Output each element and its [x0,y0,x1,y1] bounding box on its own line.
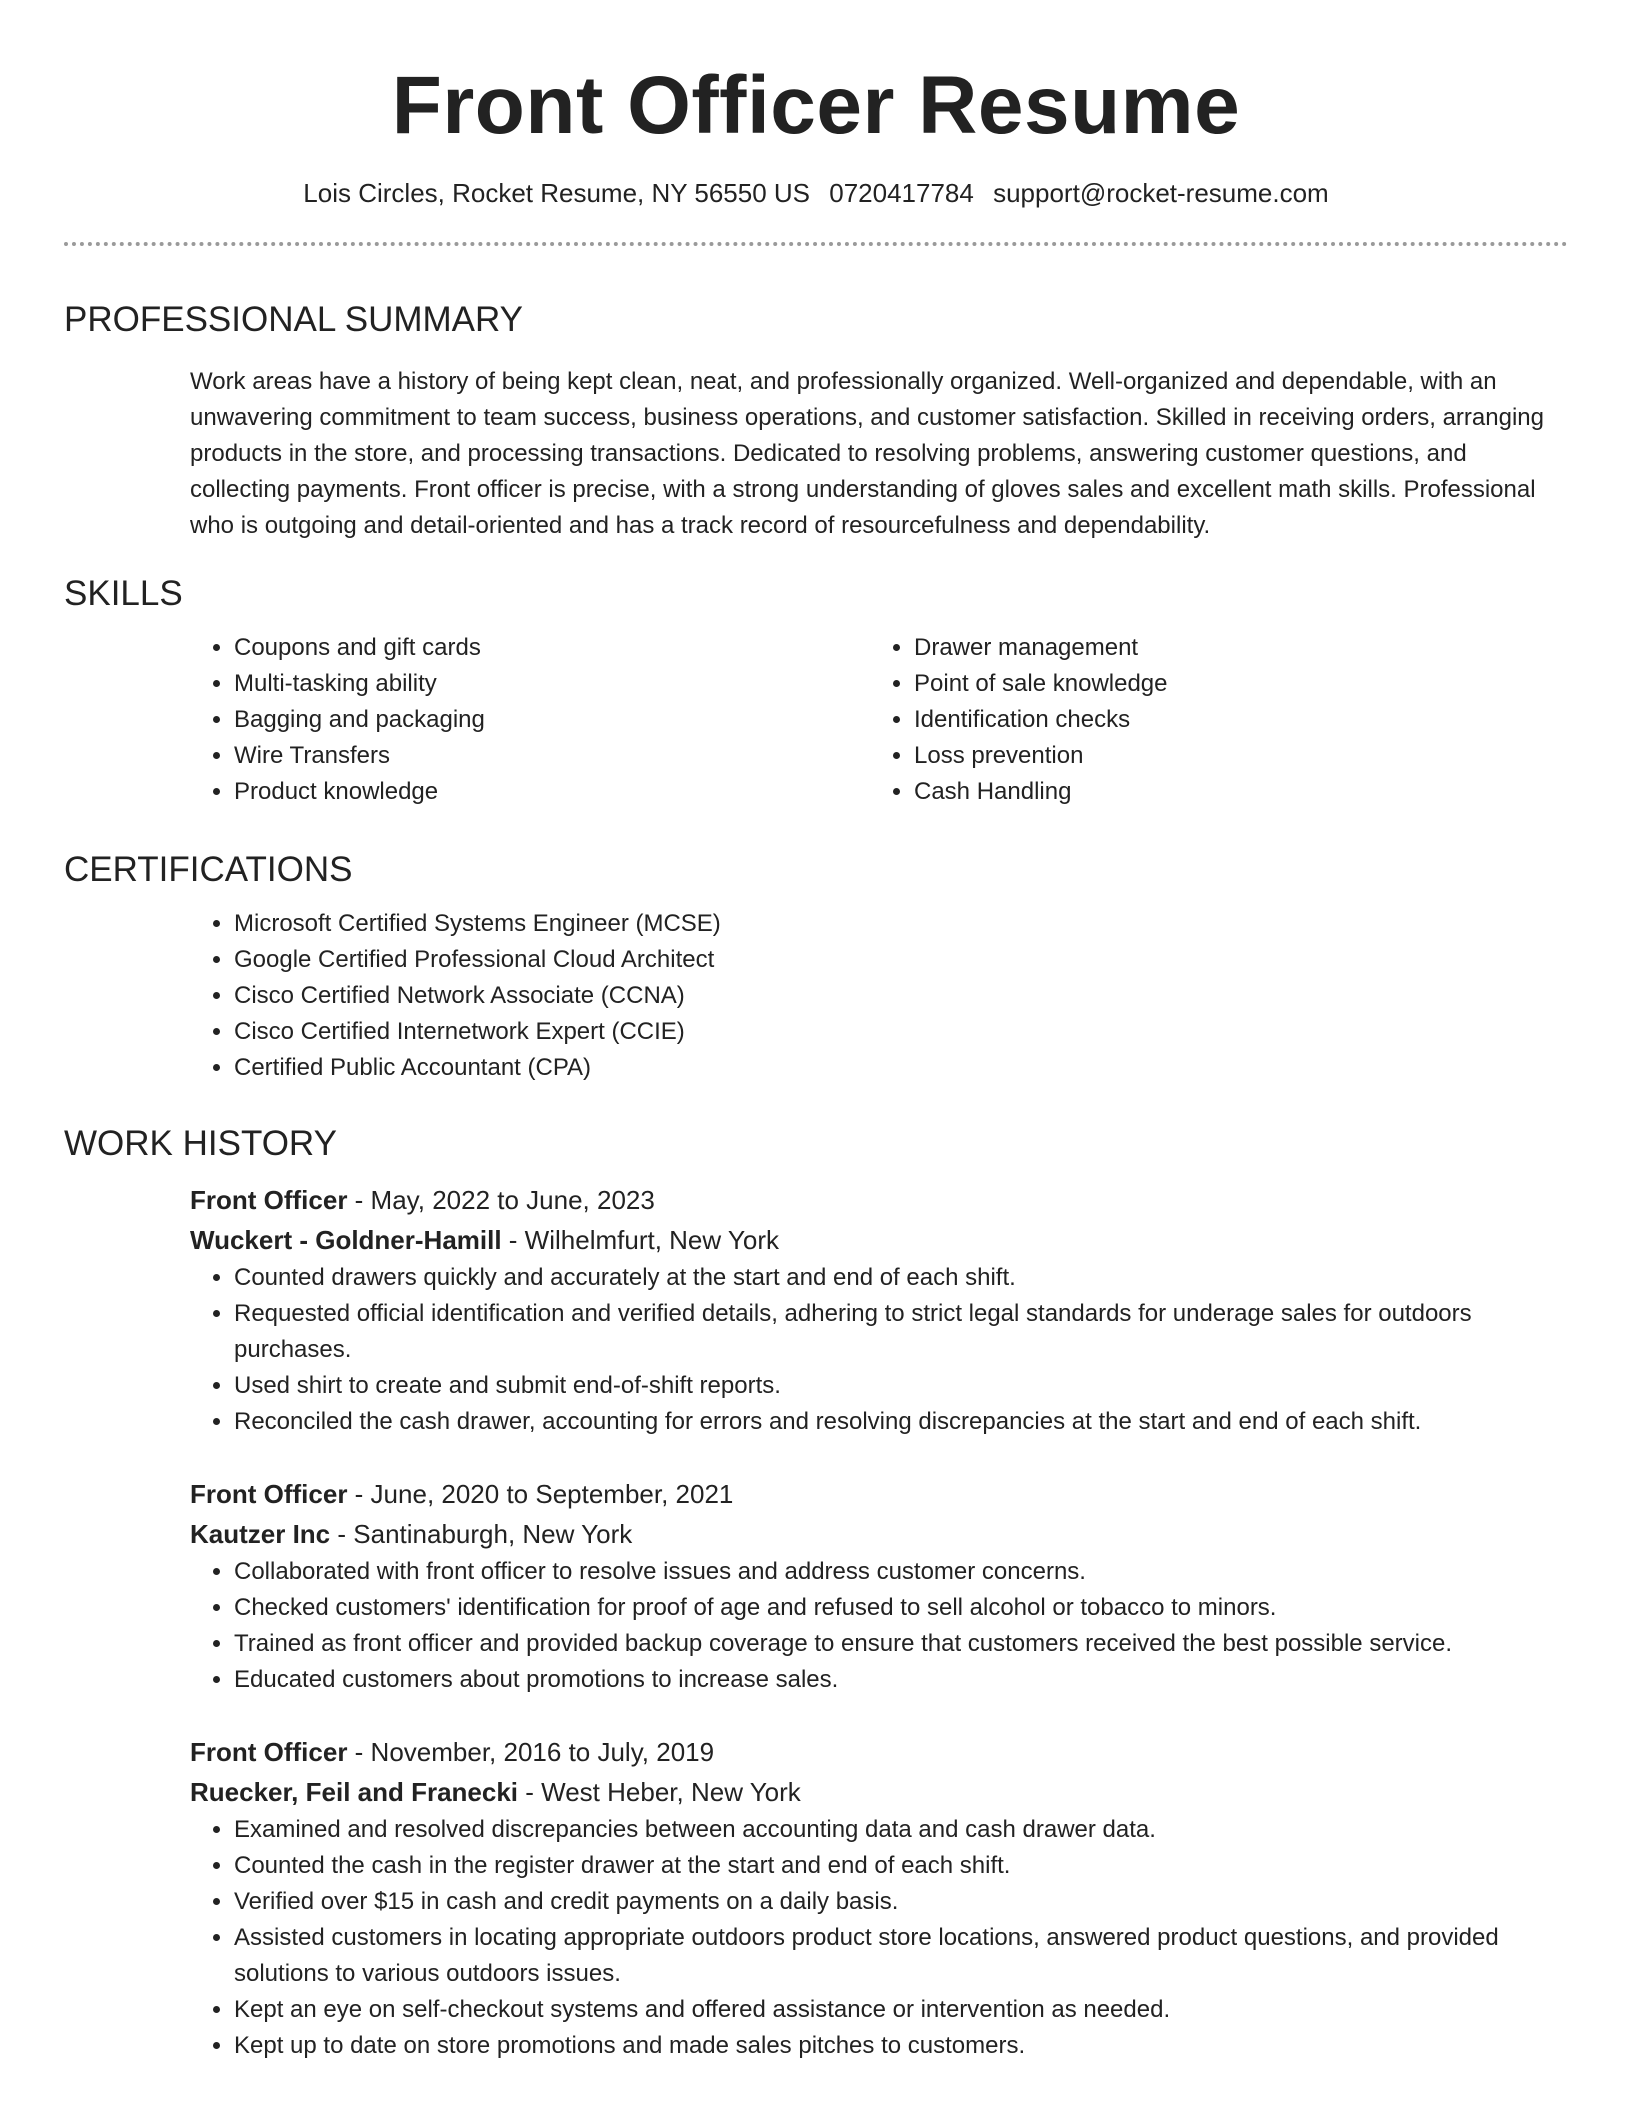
job-company-line [190,1514,1568,1554]
certifications-section [64,848,1568,1086]
job-entry [190,1474,1568,1698]
job-location: - Wilhelmfurt, New York [501,1225,779,1255]
job-bullet: • Requested official identification and verified details, adhering to strict legal standards for underage sales for outdoors purchases. [234,1296,1568,1368]
skill-item: • Loss prevention [914,738,1550,774]
skill-item: • Wire Transfers [234,738,870,774]
header-divider [64,242,1568,246]
resume-title: Front Officer Resume [391,60,1241,151]
contact-phone: 0720417784 [829,178,974,208]
job-bullet: • Collaborated with front officer to resolve issues and address customer concerns. [234,1554,1568,1590]
job-company: Wuckert - Goldner-Hamill [190,1225,502,1255]
skills-left-column [190,630,870,810]
job-company: Ruecker, Feil and Franecki [190,1777,519,1807]
job-bullet: • Counted the cash in the register drawer at the start and end of each shift. [234,1848,1568,1884]
contact-line [64,176,1568,210]
resume-page [64,0,1568,2059]
job-bullet: • Kept an eye on self-checkout systems and offered assistance or intervention as needed. [234,1992,1568,2028]
skill-item: • Product knowledge [234,774,870,810]
job-bullet: • Checked customers' identification for proof of age and refused to sell alcohol or tobacco to minors. [234,1590,1568,1626]
certification-item: • Certified Public Accountant (CPA) [234,1050,1568,1086]
work-history-section [64,1122,1568,2064]
skill-item: • Cash Handling [914,774,1550,810]
certifications-heading: CERTIFICATIONS [64,850,353,889]
job-title-line [190,1732,1568,1772]
skill-item: • Multi-tasking ability [234,666,870,702]
job-bullet: • Counted drawers quickly and accurately at the start and end of each shift. [234,1260,1568,1296]
summary-heading: PROFESSIONAL SUMMARY [64,300,523,339]
summary-text: Work areas have a history of being kept clean, neat, and professionally organized. Well-organized and dependable, with an unwavering commitment to team success, business operations, and customer satisfaction. Skilled in receiving orders, arranging products in the store, and processing transactions. Dedicated to resolving problems, answering customer questions, and collecting payments. Front officer is precise, with a strong understanding of gloves sales and excellent math skills. Professional who is outgoing and detail-oriented and has a track record of resourcefulness and dependability. [190,368,1544,539]
certification-item: • Microsoft Certified Systems Engineer (MCSE) [234,906,1568,942]
skill-item: • Coupons and gift cards [234,630,870,666]
job-bullet: • Kept up to date on store promotions and made sales pitches to customers. [234,2028,1568,2064]
contact-email: support@rocket-resume.com [993,178,1329,208]
job-company-line [190,1772,1568,1812]
job-title-line [190,1180,1568,1220]
skill-item: • Drawer management [914,630,1550,666]
skills-section [64,572,1568,810]
job-bullet: • Examined and resolved discrepancies between accounting data and cash drawer data. [234,1812,1568,1848]
job-bullet: • Verified over $15 in cash and credit payments on a daily basis. [234,1884,1568,1920]
skill-item: • Bagging and packaging [234,702,870,738]
job-dates: - May, 2022 to June, 2023 [347,1185,655,1215]
job-location: - Santinaburgh, New York [330,1519,633,1549]
job-bullet: • Reconciled the cash drawer, accounting for errors and resolving discrepancies at the start and end of each shift. [234,1404,1568,1440]
job-location: - West Heber, New York [518,1777,801,1807]
job-company-line [190,1220,1568,1260]
job-dates: - November, 2016 to July, 2019 [347,1737,715,1767]
skills-right-column [870,630,1550,810]
job-bullet: • Used shirt to create and submit end-of-shift reports. [234,1368,1568,1404]
job-title: Front Officer [190,1737,348,1767]
certification-item: • Google Certified Professional Cloud Architect [234,942,1568,978]
certification-item: • Cisco Certified Internetwork Expert (CCIE) [234,1014,1568,1050]
skill-item: • Point of sale knowledge [914,666,1550,702]
summary-section [64,298,1568,544]
skills-columns [190,630,1568,810]
job-bullet: • Assisted customers in locating appropriate outdoors product store locations, answered product questions, and provided solutions to various outdoors issues. [234,1920,1568,1992]
job-company: Kautzer Inc [190,1519,331,1549]
skill-item: • Identification checks [914,702,1550,738]
job-title-line [190,1474,1568,1514]
certification-item: • Cisco Certified Network Associate (CCNA) [234,978,1568,1014]
job-bullet: • Educated customers about promotions to increase sales. [234,1662,1568,1698]
job-bullet: • Trained as front officer and provided backup coverage to ensure that customers received the best possible service. [234,1626,1568,1662]
job-title: Front Officer [190,1185,348,1215]
work-history-heading: WORK HISTORY [64,1124,337,1163]
job-entry [190,1180,1568,1440]
job-dates: - June, 2020 to September, 2021 [347,1479,734,1509]
job-entry [190,1732,1568,2064]
skills-heading: SKILLS [64,574,183,613]
contact-address: Lois Circles, Rocket Resume, NY 56550 US [303,178,811,208]
job-title: Front Officer [190,1479,348,1509]
